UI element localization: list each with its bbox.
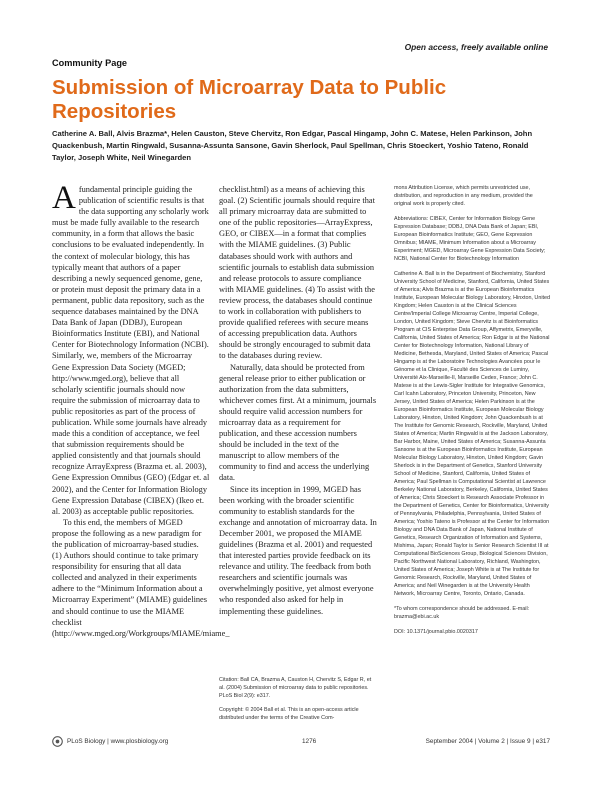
sidebar-notes — [394, 184, 550, 643]
body-paragraph: To this end, the members of MGED propose the following as a new paradigm for the publication of microarray-based studies. (1) Authors should continue to take primary responsibility for ensuring that all data collected and analyzed in their experiments adhere to the “Minimum Information about a Microarray Experiment” (MIAME) guidelines and should continue to use the MIAME checklist (http://www.mged.org/Workgroups/MIAME/miame_ — [52, 517, 230, 638]
body-paragraph: Since its inception in 1999, MGED has been working with the broader scientific community to establish standards for the exchange and annotation of microarray data. In December 2001, we proposed the MIAME guidelines (Brazma et al. 2001) and requested that interested parties provide feedback on its relevance and utility. The feedback from both researchers and scientific journals was overwhelmingly positive, yet almost everyone who responded also asked for help in implementing these guidelines. — [219, 484, 377, 616]
copyright-text: Copyright: © 2004 Ball et al. This is an open-access article distributed under the terms of the Creative Com- — [219, 707, 359, 721]
article-title: Submission of Microarray Data to Public Repositories — [52, 76, 447, 123]
citation-box — [219, 676, 377, 728]
journal-logo — [52, 736, 168, 747]
paragraph-text: fundamental principle guiding the publication of scientific results is that the data supporting any scholarly work must be made fully available to the research community, in a form that allows the basic conclusions to be evaluated independently. In the context of molecular biology, this has typically meant that authors of a paper describing a newly sequenced genome, gene, or protein must deposit the primary data in a permanent, public data repository, such as the sequence databases maintained by the DNA Data Bank of Japan (DDBJ), European Bioinformatics Institute (EBI), and National Center for Biotechnology Information (NCBI). Similarly, we, members of the Microarray Gene Expression Data Society (MGED; http://www.mged.org), believe that all scholarly scientific journals should now require the submission of microarray data to public repositories as part of the process of publication. While some journals have already made this a condition of acceptance, we feel that submission requirements should be applied consistently and that journals should recognize ArrayExpress (Brazma et. al. 2003), Gene Expression Omnibus (GEO) (Edgar et. al 2002), and the Center for Information Biology Gene Expression Database (CIBEX) (Ikeo et. al. 2003) as acceptable public repositories. — [52, 185, 210, 516]
affiliations: Catherine A. Ball is in the Department of Biochemistry, Stanford University School of Medicine, Stanford, California, United States of America; Alvis Brazma is at the European Bioinformatics Institute, European Molecular Biology Laboratory, Hinxton, United Kingdom; Helen Causton is at the Clinical Sciences Centre/Imperial College Microarray Centre, Imperial College, London, United Kingdom; Steve Chervitz is at Bioinformatics Program at CIS Enterprise Data Group, Affymetrix, Emeryville, California, United States of America; Ron Edgar is at the National Center for Biotechnology Information, National Library of Medicine, Bethesda, Maryland, United States of America; Pascal Hingamp is at the Laboratoire Technologies Avancées pour le Génome et la Clinique, Faculté des Sciences de Luminy, Université Aix-Marseille-II, Marseille Cedex, France; John C. Matese is at the Lewis-Sigler Institute for Integrative Genomics, Carl Icahn Laboratory, Princeton University, Princeton, New Jersey, United States of America; Helen Parkinson is at the European Bioinformatics Institute, European Molecular Biology Laboratory, Hinxton, United Kingdom; John Quackenbush is at The Institute for Genomic Research, Rockville, Maryland, United States of America; Martin Ringwald is at the Jackson Laboratory, Bar Harbor, Maine, United States of America; Susanna-Assunta Sansone is at the European Bioinformatics Institute, European Molecular Biology Laboratory, Hinxton, United Kingdom; Gavin Sherlock is in the Department of Genetics, Stanford University School of Medicine, Stanford, California, United States of America; Paul Spellman is Computational Scientist at Lawrence Berkeley National Laboratory, Berkeley, California, United States of America; Chris Stoeckert is Research Associate Professor in the Department of Genetics, Center for Bioinformatics, University of Pennsylvania, Philadelphia, Pennsylvania, United States of America; Yoshio Tateno is Professor at the Center for Information Biology and DNA Data Bank of Japan, National Institute of Genetics, Research Organization of Information and Systems, Mishima, Japan; Ronald Taylor is Senior Research Scientist III at Computational BioSciences Group, Biological Sciences Division, Pacific Northwest National Laboratory, Richland, Washington, United States of America; Joseph White is at The Institute for Genomic Research, Rockville, Maryland, United States of America; and Neil Winegarden is at the University Health Network, Microarray Centre, Toronto, Ontario, Canada. — [394, 271, 551, 597]
section-label: Community Page — [52, 58, 128, 68]
body-paragraph: Naturally, data should be protected from general release prior to either publication or authorization from the data submitters, whichever comes first. At a minimum, journals should require valid accession numbers for microarray data as a requirement for publication, and these accession numbers should be included in the text of the manuscript to allow members of the community to find and access the underlying data. — [219, 362, 377, 483]
page-footer — [52, 736, 550, 750]
body-paragraph — [52, 180, 210, 517]
doi: DOI: 10.1371/journal.pbio.0020317 — [394, 629, 478, 635]
drop-cap: A — [52, 180, 76, 216]
license-text: mons Attribution License, which permits unrestricted use, distribution, and reproduction in any medium, provided the original work is properly cited. — [394, 185, 533, 207]
open-access-note: Open access, freely available online — [404, 42, 548, 52]
body-column-2 — [219, 184, 377, 617]
author-list: Catherine A. Ball, Alvis Brazma*, Helen Causton, Steve Chervitz, Ron Edgar, Pascal Hingamp, John C. Matese, Helen Parkinson, John Quackenbush, Martin Ringwald, Susanna-Assunta Sansone, Gavin Sherlock, Paul Spellman, Chris Stoeckert, Yoshio Tateno, Ronald Taylor, Joseph White, Neil Winegarden — [52, 129, 533, 162]
abbreviations: Abbreviations: CIBEX, Center for Information Biology Gene Expression Database; DDBJ, DNA Data Bank of Japan; EBI, European Bioinformatics Institute; GEO, Gene Expression Omnibus; MIAME, Minimum Information about a Microarray Experiment; MGED, Microarray Gene Expression Data Society; NCBI, National Center for Biotechnology Information — [394, 216, 546, 262]
correspondence-note: *To whom correspondence should be addressed. E-mail: brazma@ebi.ac.uk — [394, 606, 530, 620]
body-paragraph: checklist.html) as a means of achieving this goal. (2) Scientific journals should require that all primary microarray data are submitted to one of the public repositories—ArrayExpress, GEO, or CIBEX—in a format that complies with the MIAME guidelines. (3) Public databases should work with authors and scientific journals to establish data submission and release protocols to assure compliance with MIAME guidelines. (4) To assist with the review process, the databases should continue to work in collaboration with publishers to provide qualified referees with secure means of accessing prepublication data. Authors should be strongly encouraged to submit data to the databases during review. — [219, 185, 375, 361]
issue-info: September 2004 | Volume 2 | Issue 9 | e317 — [425, 738, 550, 745]
page-number: 1276 — [302, 738, 317, 745]
plos-logo-icon — [52, 736, 63, 747]
journal-name: PLoS Biology | www.plosbiology.org — [67, 738, 169, 745]
citation-text: Citation: Ball CA, Brazma A, Causton H, Chervitz S, Edgar R, et al. (2004) Submission of microarray data to public repositories. PLoS Biol 2(9): e317. — [219, 677, 372, 699]
body-column-1 — [52, 180, 230, 639]
